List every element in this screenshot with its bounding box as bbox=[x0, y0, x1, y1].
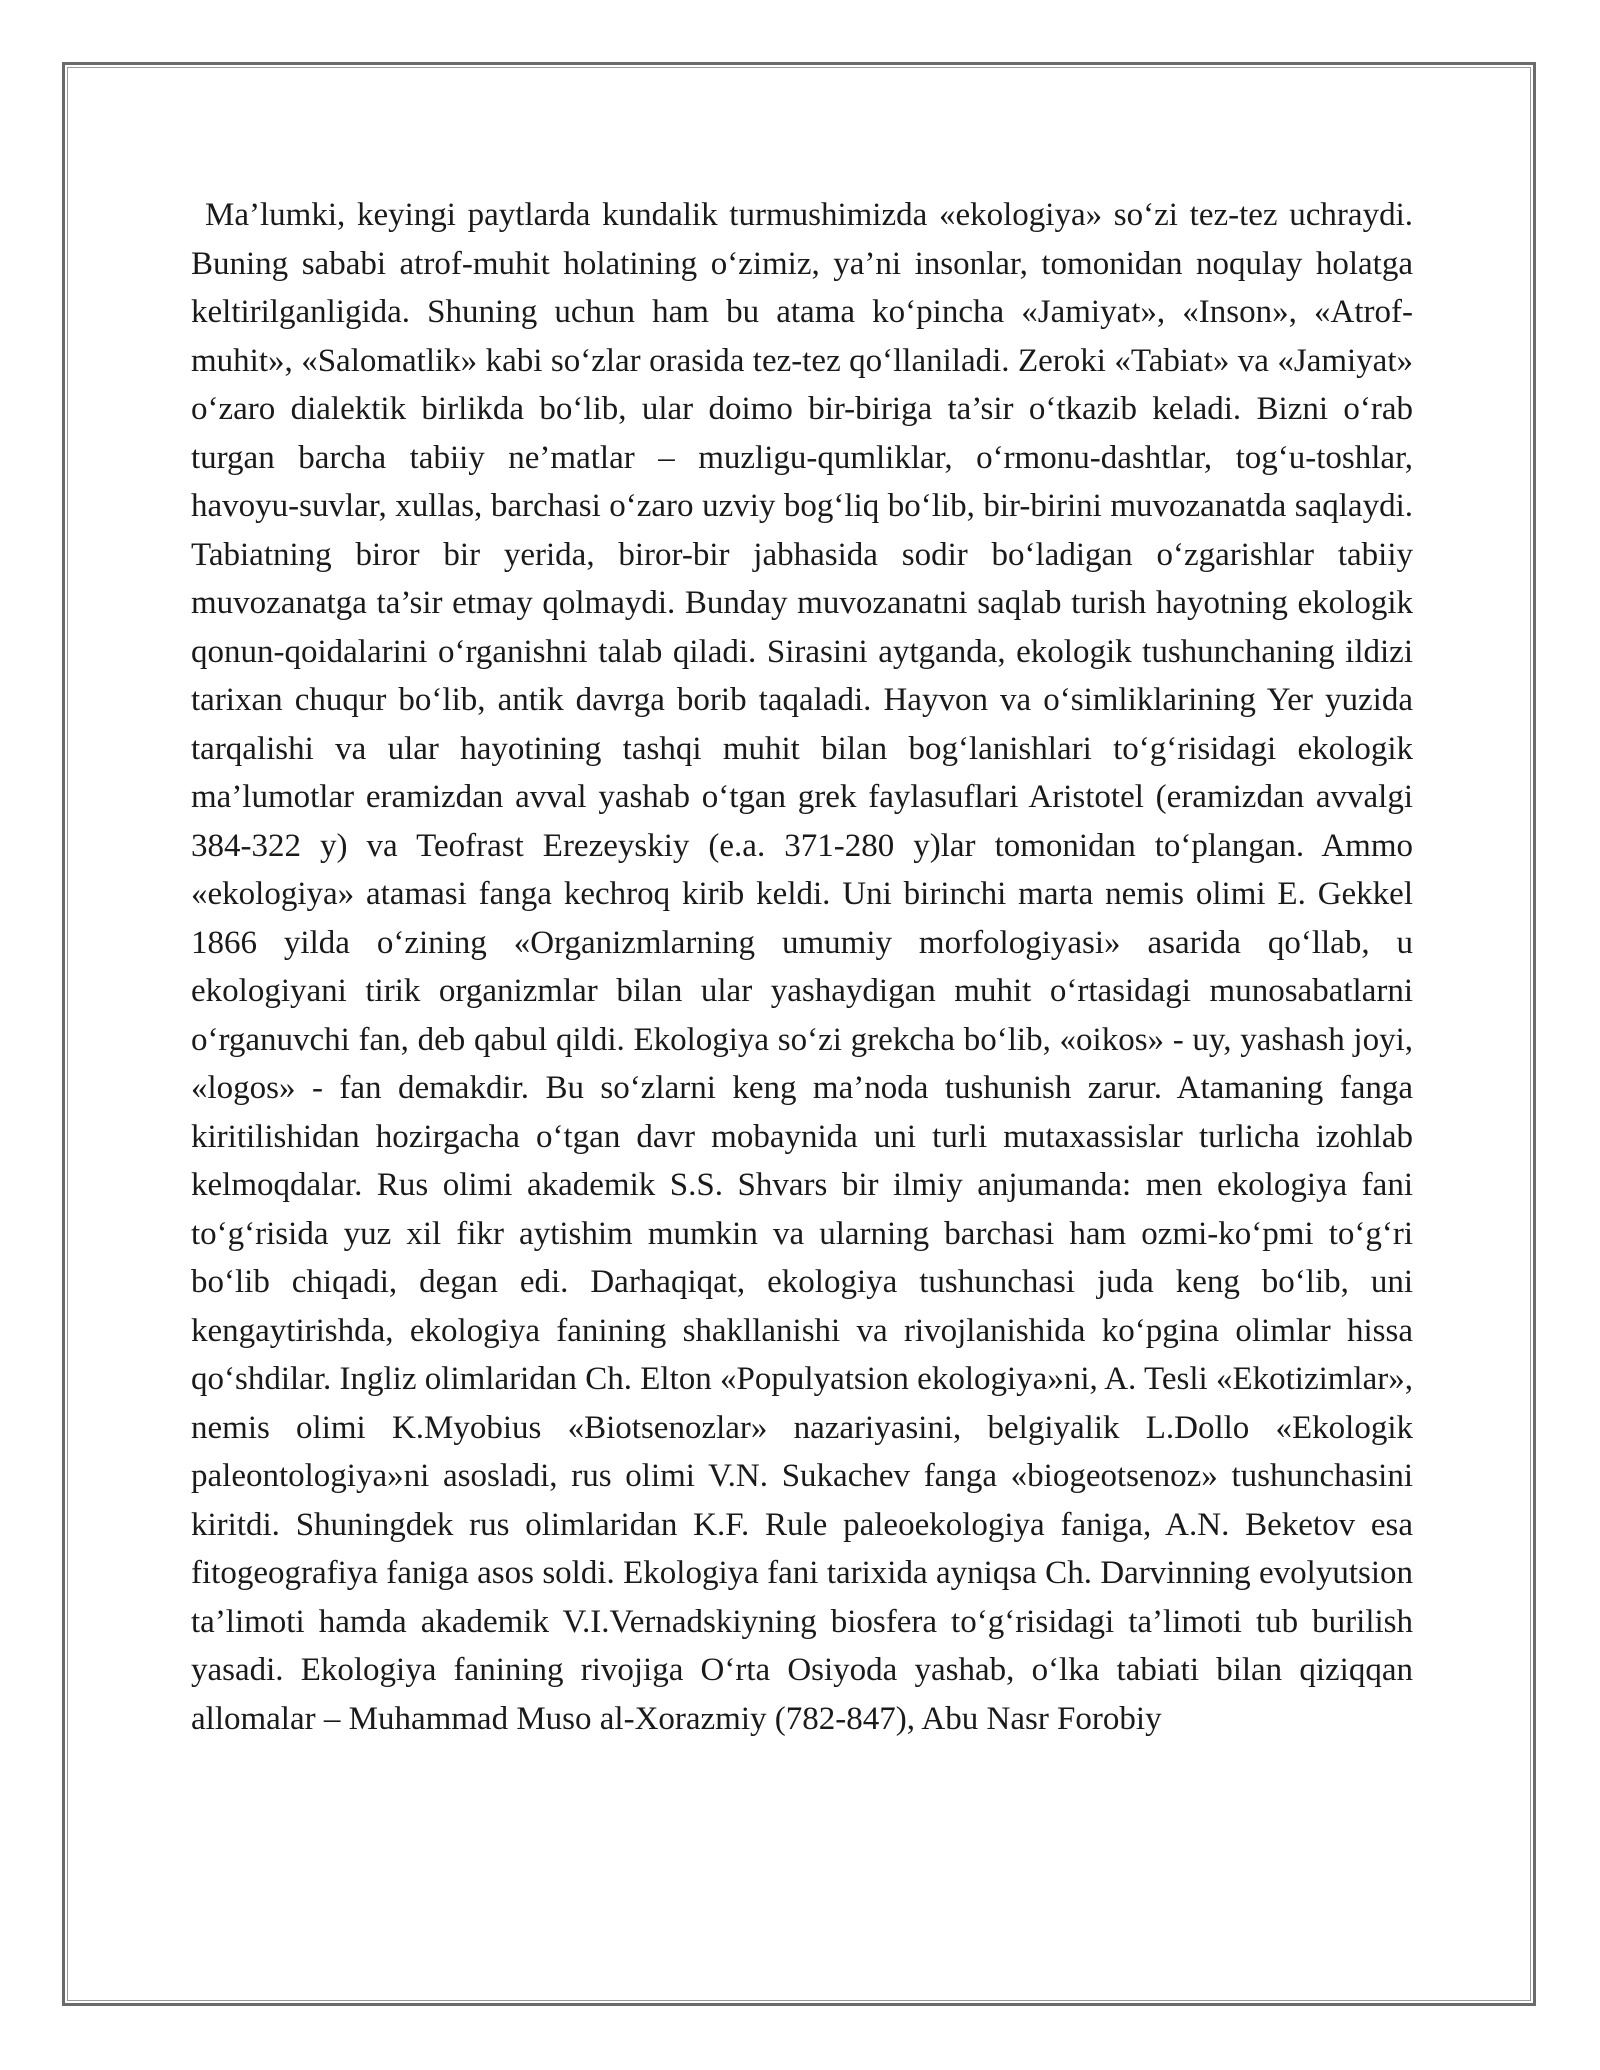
body-paragraph: Ma’lumki, keyingi paytlarda kundalik turmushimizda «ekologiya» so‘zi tez-tez uchraydi. Buning sababi atrof-muhit holatining o‘zimiz, ya’ni insonlar, tomonidan noqulay holatga keltirilganligida. Shuning uchun ham bu atama ko‘pincha «Jamiyat», «Inson», «Atrof-muhit», «Salomatlik» kabi so‘zlar orasida tez-tez qo‘llaniladi. Zeroki «Tabiat» va «Jamiyat» o‘zaro dialektik birlikda bo‘lib, ular doimo bir-biriga ta’sir o‘tkazib keladi. Bizni o‘rab turgan barcha tabiiy ne’matlar – muzligu-qumliklar, o‘rmonu-dashtlar, tog‘u-toshlar, havoyu-suvlar, xullas, barchasi o‘zaro uzviy bog‘liq bo‘lib, bir-birini muvozanatda saqlaydi. Tabiatning biror bir yerida, biror-bir jabhasida sodir bo‘ladigan o‘zgarishlar tabiiy muvozanatga ta’sir etmay qolmaydi. Bunday muvozanatni saqlab turish hayotning ekologik qonun-qoidalarini o‘rganishni talab qiladi. Sirasini aytganda, ekologik tushunchaning ildizi tarixan chuqur bo‘lib, antik davrga borib taqaladi. Hayvon va o‘simliklarining Yer yuzida tarqalishi va ular hayotining tashqi muhit bilan bog‘lanishlari to‘g‘risidagi ekologik ma’lumotlar eramizdan avval yashab o‘tgan grek faylasuflari Aristotel (eramizdan avvalgi 384-322 y) va Teofrast Erezeyskiy (e.a. 371-280 y)lar tomonidan to‘plangan. Ammo «ekologiya» atamasi fanga kechroq kirib keldi. Uni birinchi marta nemis olimi E. Gekkel 1866 yilda o‘zining «Organizmlarning umumiy morfologiyasi» asarida qo‘llab, u ekologiyani tirik organizmlar bilan ular yashaydigan muhit o‘rtasidagi munosabatlarni o‘rganuvchi fan, deb qabul qildi. Ekologiya so‘zi grekcha bo‘lib, «oikos» - uy, yashash joyi, «logos» - fan demakdir. Bu so‘zlarni keng ma’noda tushunish zarur. Atamaning fanga kiritilishidan hozirgacha o‘tgan davr mobaynida uni turli mutaxassislar turlicha izohlab kelmoqdalar. Rus olimi akademik S.S. Shvars bir ilmiy anjumanda: men ekologiya fani to‘g‘risida yuz xil fikr aytishim mumkin va ularning barchasi ham ozmi-ko‘pmi to‘g‘ri bo‘lib chiqadi, degan edi. Darhaqiqat, ekologiya tushunchasi juda keng bo‘lib, uni kengaytirishda, ekologiya fanining shakllanishi va rivojlanishida ko‘pgina olimlar hissa qo‘shdilar. Ingliz olimlaridan Ch. Elton «Populyatsion ekologiya»ni, A. Tesli «Ekotizimlar», nemis olimi K.Myobius «Biotsenozlar» nazariyasini, belgiyalik L.Dollo «Ekologik paleontologiya»ni asosladi, rus olimi V.N. Sukachev fanga «biogeotsenoz» tushunchasini kiritdi. Shuningdek rus olimlaridan K.F. Rule paleoekologiya faniga, A.N. Beketov esa fitogeografiya faniga asos soldi. Ekologiya fani tarixida ayniqsa Ch. Darvinning evolyutsion ta’limoti hamda akademik V.I.Vernadskiyning biosfera to‘g‘risidagi ta’limoti tub burilish yasadi. Ekologiya fanining rivojiga O‘rta Osiyoda yashab, o‘lka tabiati bilan qiziqqan allomalar – Muhammad Muso al-Xorazmiy (782-847), Abu Nasr Forobiy bbox=[191, 197, 1413, 1737]
page-frame bbox=[62, 62, 1536, 2006]
